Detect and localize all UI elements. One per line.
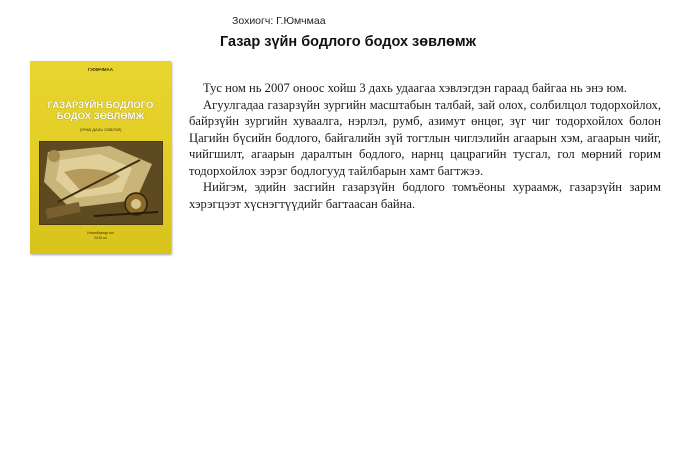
author-line: Зохиогч: Г.Юмчмаа xyxy=(232,15,326,27)
cover-photo-illustration xyxy=(40,142,162,224)
cover-publisher xyxy=(30,231,171,241)
cover-photo xyxy=(39,141,163,225)
paragraph-intro: Тус ном нь 2007 оноос хойш 3 дахь удаагаа хэвлэгдэн гараад байгаа нь энэ юм. xyxy=(203,81,627,95)
cover-publisher-city: Улаанбаатар хот xyxy=(86,231,115,235)
cover-title-line2: БОДОХ ЗӨВЛӨМЖ xyxy=(56,110,145,122)
cover-title xyxy=(30,101,171,122)
page-title: Газар зүйн бодлого бодох зөвлөмж xyxy=(220,34,476,50)
cover-title-line1: ГАЗАРЗҮЙН БОДЛОГО xyxy=(47,100,154,111)
book-cover-image xyxy=(30,61,171,254)
cover-publisher-year: 2015 он xyxy=(94,236,107,240)
description-text xyxy=(189,80,661,212)
cover-author: Г.ЮМЧМАА xyxy=(87,67,114,72)
cover-subtitle: (УРАВ ДАХЬ ХЭВЛЭЛ) xyxy=(79,127,122,132)
paragraph-appendix: Нийгэм, эдийн засгийн газарзүйн бодлого томъёоны хураамж, газарзүйн зарим хэрэгцээт хүснэгтүүдийг багтаасан байна. xyxy=(189,180,661,211)
paragraph-contents: Агуулгадаа газарзүйн зургийн масштабын талбай, зай олох, солбилцол тодорхойлох, байрзүйн зургийн хуваалга, нэрлэл, румб, азимут өнцөг, зүг чиг тодорхойлох болон Цагийн бүсийн бодлого, байгалийн зүй тогтлын чиглэлийн агаарын хэм, агаарын чийг, чийгшилт, агаарын даралтын бодлого, нарнц цацрагийн тусгал, гол мөрний горим тодорхойлох зэрэг бодлогууд тайлбарын хамт багтжээ. xyxy=(189,97,661,178)
